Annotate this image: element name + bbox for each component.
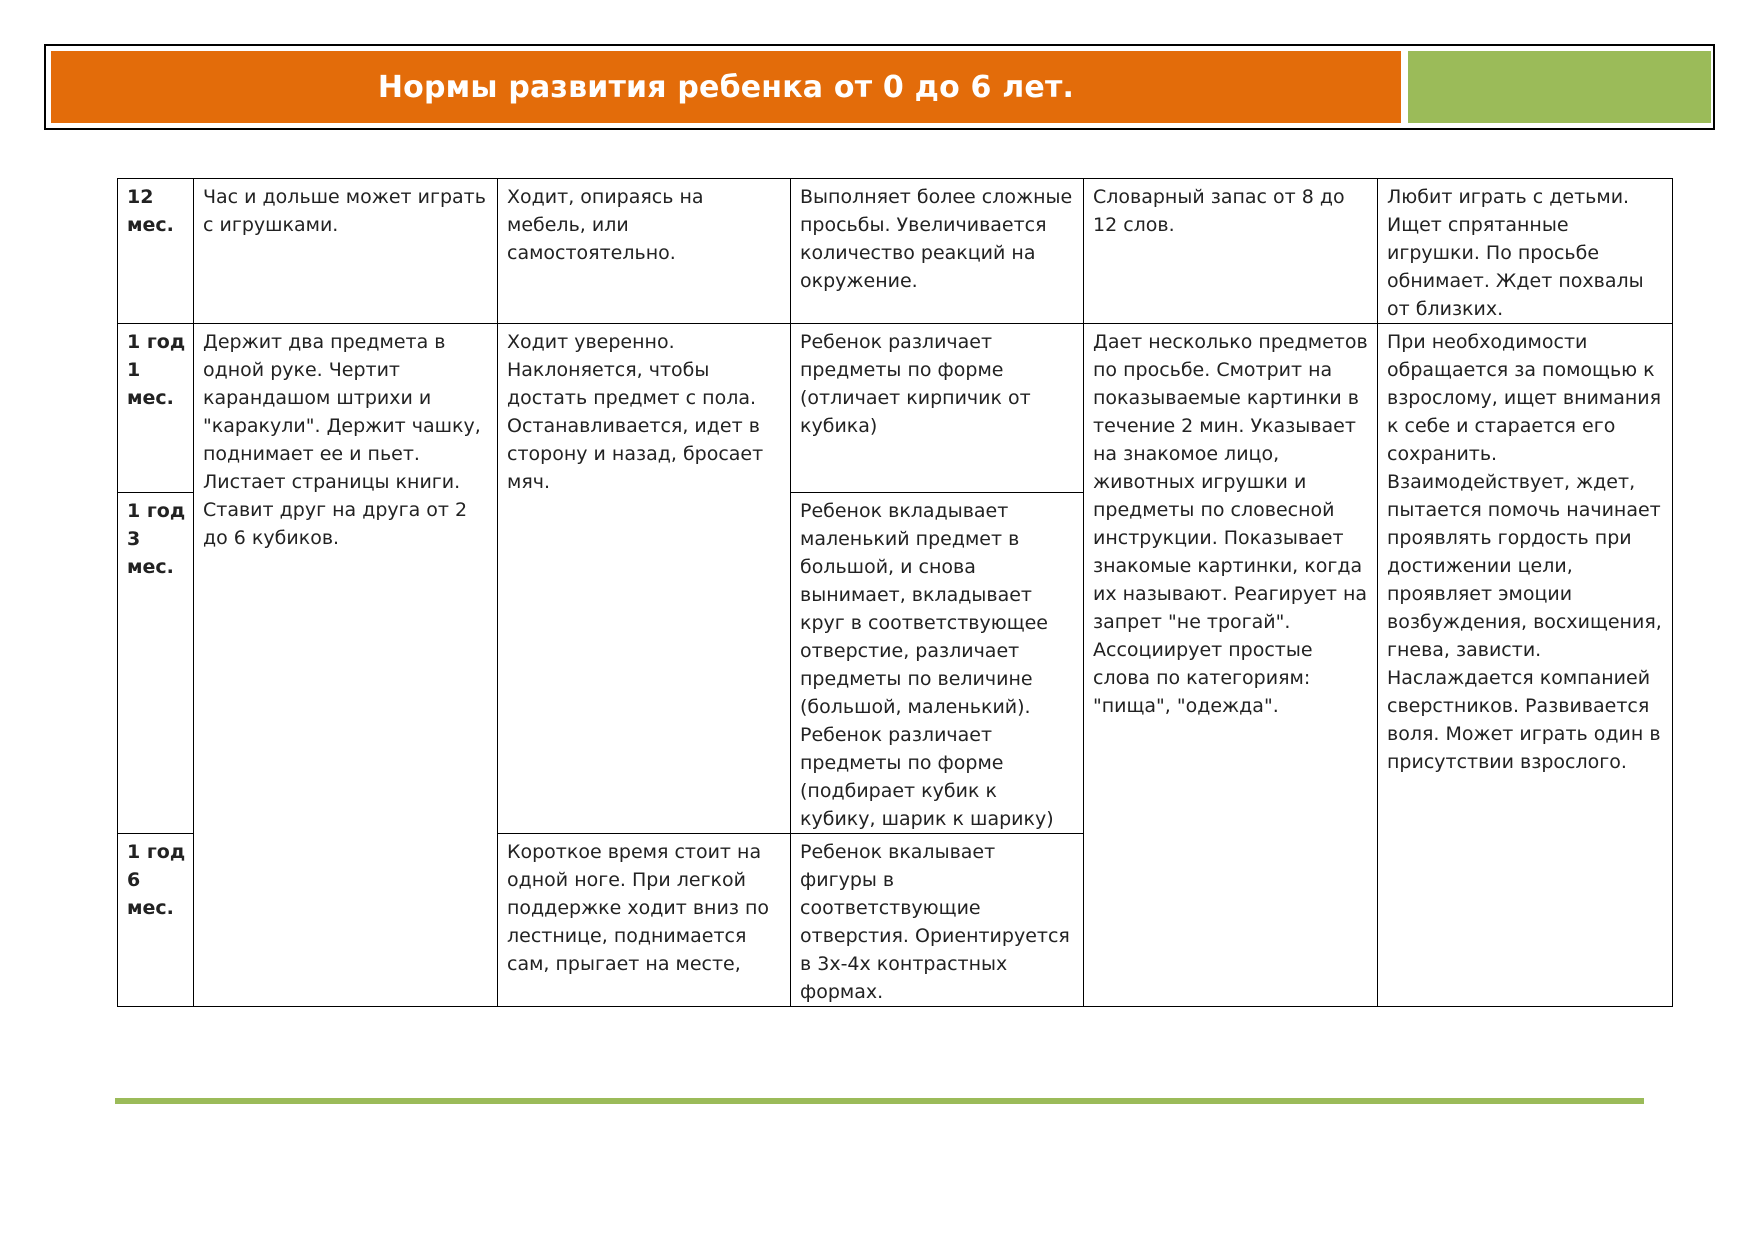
header-accent-block: [1408, 51, 1711, 123]
cell-text: Любит играть с детьми. Ищет спрятанные игрушки. По просьбе обнимает. Ждет похвалы от близких.: [1387, 186, 1644, 320]
cell-text: Короткое время стоит на одной ноге. При легкой поддержке ходит вниз по лестнице, поднимается сам, прыгает на месте,: [507, 841, 770, 975]
cell-text: Ребенок вкладывает маленький предмет в большой, и снова вынимает, вкладывает круг в соответствующее отверстие, различает предметы по величине (большой, маленький). Ребенок различает предметы по форме (подбирает кубик к кубику, шарик к шарику): [800, 500, 1054, 830]
cell-text: Ходит, опираясь на мебель, или самостоятельно.: [507, 186, 704, 264]
cell-text: Час и дольше может играть с игрушками.: [203, 186, 486, 236]
cell-motor: [498, 834, 791, 1007]
cell-text: Словарный запас от 8 до 12 слов.: [1093, 186, 1345, 236]
cell-cognitive: [791, 179, 1084, 324]
age-cell: [118, 493, 194, 834]
cell-text: При необходимости обращается за помощью к взрослому, ищет внимания к себе и старается его сохранить. Взаимодействует, ждет, пытается помочь начинает проявлять гордость при достижении цели, проявляет эмоции возбуждения, восхищения, гнева, зависти. Наслаждается компанией сверстников. Развивается воля. Может играть один в присутствии взрослого.: [1387, 331, 1662, 773]
cell-play: [194, 324, 498, 1007]
cell-text: Выполняет более сложные просьбы. Увеличивается количество реакций на окружение.: [800, 186, 1073, 292]
cell-social: [1378, 179, 1673, 324]
cell-speech: [1084, 324, 1378, 1007]
age-label: 1 год 6 мес.: [127, 841, 186, 919]
page-title: Нормы развития ребенка от 0 до 6 лет.: [377, 69, 1075, 105]
table-row-1-year-1-month: [118, 324, 1673, 493]
cell-text: Дает несколько предметов по просьбе. Смотрит на показываемые картинки в течение 2 мин. Указывает на знакомое лицо, животных игрушки и предметы по словесной инструкции. Показывает знакомые картинки, когда их называют. Реагирует на запрет "не трогай". Ассоциирует простые слова по категориям: "пища", "одежда".: [1093, 331, 1368, 717]
age-label: 12 мес.: [127, 186, 174, 236]
cell-text: Ребенок вкалывает фигуры в соответствующие отверстия. Ориентируется в 3х-4х контрастных формах.: [800, 841, 1070, 1003]
cell-motor: [498, 179, 791, 324]
cell-text: Держит два предмета в одной руке. Чертит карандашом штрихи и "каракули". Держит чашку, поднимает ее и пьет. Листает страницы книги. Ставит друг на друга от 2 до 6 кубиков.: [203, 331, 481, 549]
cell-text: Ребенок различает предметы по форме (отличает кирпичик от кубика): [800, 331, 1031, 437]
development-norms-table: [117, 178, 1673, 1007]
age-cell: [118, 179, 194, 324]
cell-speech: [1084, 179, 1378, 324]
age-cell: [118, 324, 194, 493]
cell-text: Ходит уверенно. Наклоняется, чтобы достать предмет с пола. Останавливается, идет в сторону и назад, бросает мяч.: [507, 331, 764, 493]
header-title-bar: [51, 51, 1401, 123]
cell-cognitive: [791, 834, 1084, 1007]
age-label: 1 год 3 мес.: [127, 500, 186, 578]
age-label: 1 год 1 мес.: [127, 331, 186, 409]
cell-motor: [498, 324, 791, 834]
page-header: [44, 44, 1715, 130]
cell-cognitive: [791, 324, 1084, 493]
cell-play: [194, 179, 498, 324]
cell-social: [1378, 324, 1673, 1007]
table-row-12-months: [118, 179, 1673, 324]
age-cell: [118, 834, 194, 1007]
footer-divider: [115, 1098, 1644, 1104]
cell-cognitive: [791, 493, 1084, 834]
